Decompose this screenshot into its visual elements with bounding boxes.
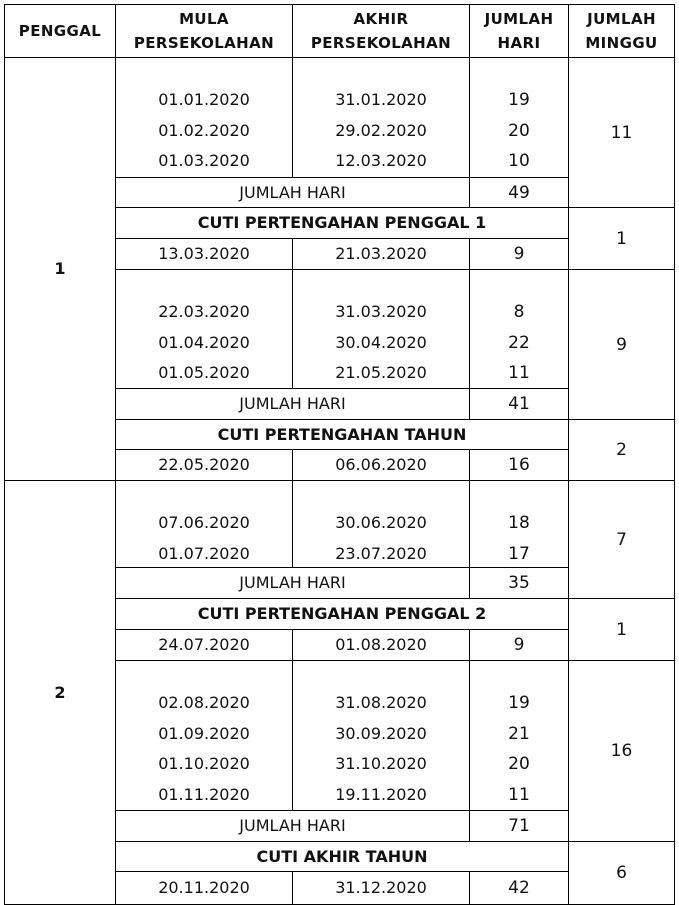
week-count: 1 bbox=[616, 619, 627, 640]
day-count: 11 bbox=[508, 363, 530, 383]
break-4-minggu bbox=[568, 841, 675, 905]
break-2-minggu bbox=[568, 419, 675, 481]
block-1-minggu bbox=[568, 57, 675, 208]
block-1-jumlah-label bbox=[115, 177, 470, 208]
header-minggu-line1: JUMLAH bbox=[587, 10, 656, 28]
date-cell: 01.10.2020 bbox=[158, 754, 250, 773]
penggal-1-label: 1 bbox=[54, 259, 66, 278]
date-cell: 19.11.2020 bbox=[335, 784, 427, 804]
block-3-jumlah-label bbox=[115, 567, 470, 599]
day-count: 16 bbox=[508, 455, 530, 475]
date-cell: 22.03.2020 bbox=[158, 302, 250, 321]
block-2-jumlah-value bbox=[469, 388, 569, 420]
date-cell: 30.09.2020 bbox=[335, 723, 427, 743]
date-cell: 23.07.2020 bbox=[335, 543, 427, 563]
break-title: CUTI PERTENGAHAN TAHUN bbox=[217, 424, 467, 444]
day-count: 20 bbox=[508, 754, 530, 774]
date-cell: 12.03.2020 bbox=[335, 151, 427, 170]
date-cell: 01.01.2020 bbox=[158, 90, 250, 109]
week-count: 9 bbox=[616, 334, 627, 355]
block-2-hari bbox=[469, 269, 569, 389]
block-2-jumlah-label bbox=[115, 388, 470, 420]
date-cell: 01.04.2020 bbox=[158, 332, 250, 352]
week-count: 1 bbox=[616, 228, 627, 249]
header-minggu-line2: MINGGU bbox=[585, 34, 658, 52]
day-count: 11 bbox=[508, 784, 530, 805]
break-3-hari bbox=[469, 629, 569, 661]
day-count: 17 bbox=[508, 543, 530, 564]
break-4-title bbox=[115, 841, 569, 872]
penggal-2-cell bbox=[4, 480, 116, 905]
jumlah-hari-value: 49 bbox=[508, 182, 530, 203]
day-count: 21 bbox=[508, 723, 530, 744]
date-cell: 01.09.2020 bbox=[158, 723, 250, 743]
date-cell: 01.05.2020 bbox=[158, 363, 250, 382]
header-hari-line2: HARI bbox=[497, 34, 541, 52]
break-1-mula bbox=[115, 238, 293, 270]
block-2-mula bbox=[115, 269, 293, 389]
break-2-title bbox=[115, 419, 569, 450]
header-hari-line1: JUMLAH bbox=[484, 10, 554, 28]
header-jumlah-minggu bbox=[568, 4, 675, 58]
header-jumlah-hari bbox=[469, 4, 569, 58]
header-mula-line1: MULA bbox=[179, 10, 229, 28]
block-4-minggu bbox=[568, 660, 675, 842]
block-3-mula bbox=[115, 480, 293, 568]
date-cell: 31.03.2020 bbox=[335, 302, 427, 321]
block-4-jumlah-value bbox=[469, 810, 569, 842]
date-cell: 01.03.2020 bbox=[158, 151, 250, 170]
break-1-akhir bbox=[292, 238, 470, 270]
week-count: 16 bbox=[610, 741, 633, 761]
day-count: 9 bbox=[513, 244, 525, 264]
block-4-hari bbox=[469, 660, 569, 811]
break-1-minggu bbox=[568, 207, 675, 270]
break-title: CUTI PERTENGAHAN PENGGAL 2 bbox=[197, 604, 487, 623]
jumlah-hari-value: 71 bbox=[508, 816, 530, 836]
block-1-akhir bbox=[292, 57, 470, 178]
break-2-akhir bbox=[292, 449, 470, 481]
day-count: 9 bbox=[513, 635, 525, 655]
block-2-akhir bbox=[292, 269, 470, 389]
block-1-mula bbox=[115, 57, 293, 178]
date-cell: 31.01.2020 bbox=[335, 90, 427, 109]
break-title: CUTI PERTENGAHAN PENGGAL 1 bbox=[197, 213, 487, 232]
header-akhir bbox=[292, 4, 470, 58]
block-4-jumlah-label bbox=[115, 810, 470, 842]
week-count: 7 bbox=[616, 529, 627, 550]
day-count: 20 bbox=[508, 120, 530, 141]
break-3-akhir bbox=[292, 629, 470, 661]
date-cell: 22.05.2020 bbox=[158, 455, 250, 474]
date-cell: 01.02.2020 bbox=[158, 120, 250, 140]
day-count: 19 bbox=[508, 693, 530, 713]
break-title: CUTI AKHIR TAHUN bbox=[256, 846, 428, 866]
block-3-minggu bbox=[568, 480, 675, 599]
day-count: 8 bbox=[513, 302, 525, 322]
date-cell: 06.06.2020 bbox=[335, 455, 427, 474]
jumlah-hari-label: JUMLAH HARI bbox=[239, 394, 346, 413]
break-3-mula bbox=[115, 629, 293, 661]
block-4-mula bbox=[115, 660, 293, 811]
header-penggal bbox=[4, 4, 116, 58]
jumlah-hari-value: 41 bbox=[508, 394, 530, 414]
date-cell: 07.06.2020 bbox=[158, 513, 250, 532]
header-akhir-line2: PERSEKOLAHAN bbox=[310, 34, 452, 52]
date-cell: 21.03.2020 bbox=[335, 244, 427, 263]
block-1-jumlah-value bbox=[469, 177, 569, 208]
date-cell: 30.06.2020 bbox=[335, 513, 427, 532]
header-mula bbox=[115, 4, 293, 58]
jumlah-hari-label: JUMLAH HARI bbox=[239, 573, 346, 592]
penggal-2-label: 2 bbox=[54, 682, 66, 702]
date-cell: 31.10.2020 bbox=[335, 754, 427, 773]
day-count: 22 bbox=[508, 332, 530, 353]
header-mula-line2: PERSEKOLAHAN bbox=[133, 34, 275, 52]
date-cell: 29.02.2020 bbox=[335, 120, 427, 140]
block-3-hari bbox=[469, 480, 569, 568]
jumlah-hari-label: JUMLAH HARI bbox=[239, 182, 346, 202]
date-cell: 01.07.2020 bbox=[158, 543, 250, 563]
date-cell: 01.11.2020 bbox=[158, 784, 250, 804]
break-1-hari bbox=[469, 238, 569, 270]
week-count: 2 bbox=[616, 440, 627, 460]
break-2-mula bbox=[115, 449, 293, 481]
date-cell: 24.07.2020 bbox=[158, 635, 250, 654]
date-cell: 20.11.2020 bbox=[158, 878, 250, 897]
jumlah-hari-label: JUMLAH HARI bbox=[239, 816, 346, 835]
date-cell: 13.03.2020 bbox=[158, 244, 250, 263]
week-count: 6 bbox=[616, 863, 627, 883]
day-count: 42 bbox=[508, 878, 530, 898]
header-penggal-label: PENGGAL bbox=[18, 22, 102, 40]
date-cell: 31.08.2020 bbox=[335, 693, 427, 712]
date-cell: 30.04.2020 bbox=[335, 332, 427, 352]
date-cell: 01.08.2020 bbox=[335, 635, 427, 654]
break-3-title bbox=[115, 598, 569, 630]
day-count: 18 bbox=[508, 513, 530, 533]
jumlah-hari-value: 35 bbox=[508, 573, 530, 593]
block-3-akhir bbox=[292, 480, 470, 568]
date-cell: 31.12.2020 bbox=[335, 878, 427, 897]
date-cell: 21.05.2020 bbox=[335, 363, 427, 382]
day-count: 10 bbox=[508, 151, 530, 171]
week-count: 11 bbox=[610, 122, 633, 143]
block-3-jumlah-value bbox=[469, 567, 569, 599]
break-3-minggu bbox=[568, 598, 675, 661]
penggal-1-cell bbox=[4, 57, 116, 481]
break-2-hari bbox=[469, 449, 569, 481]
block-2-minggu bbox=[568, 269, 675, 420]
block-4-akhir bbox=[292, 660, 470, 811]
break-1-title bbox=[115, 207, 569, 239]
day-count: 19 bbox=[508, 90, 530, 110]
date-cell: 02.08.2020 bbox=[158, 693, 250, 712]
block-1-hari bbox=[469, 57, 569, 178]
header-akhir-line1: AKHIR bbox=[353, 10, 409, 28]
